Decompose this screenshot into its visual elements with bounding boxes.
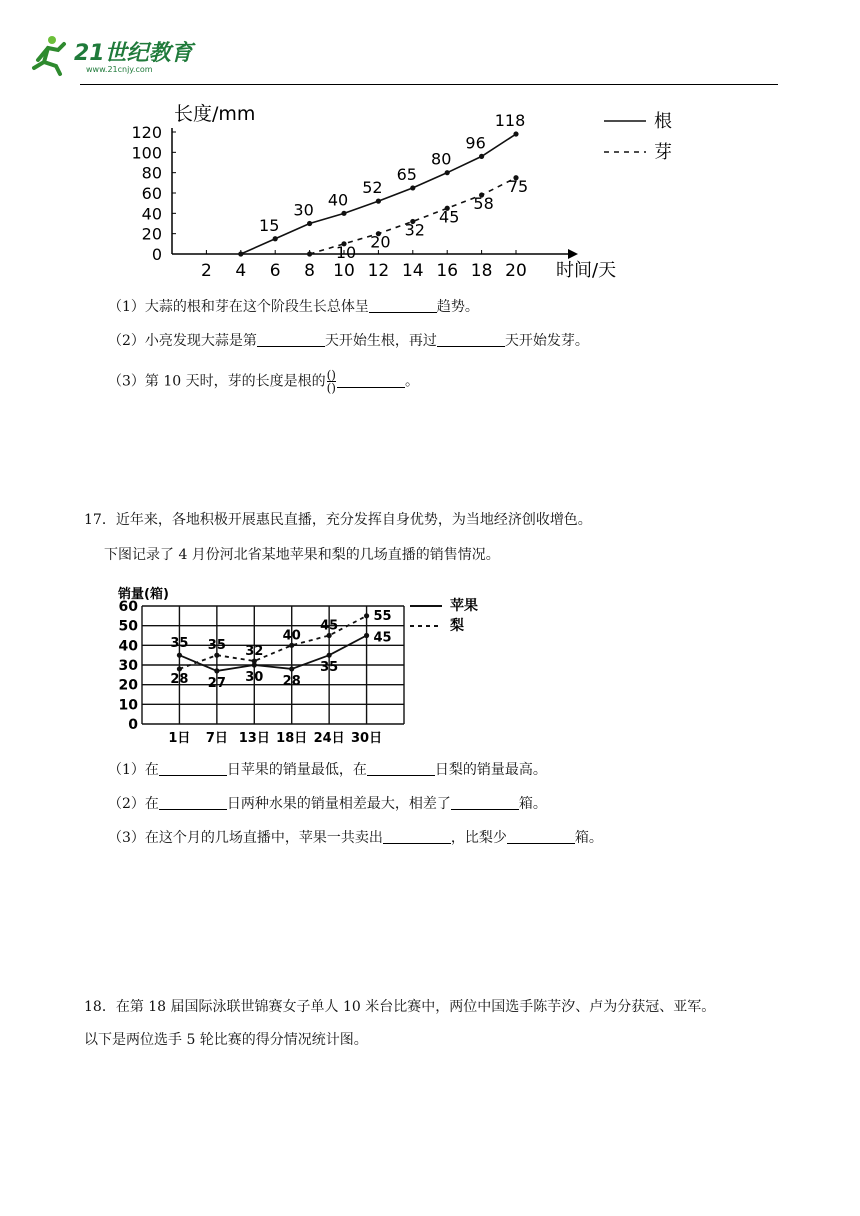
y-tick-label: 20	[118, 677, 138, 694]
data-label: 52	[362, 178, 383, 198]
q17-part3: （3）在这个月的几场直播中，苹果一共卖出 ，比梨少 箱。	[108, 830, 603, 846]
data-point	[364, 613, 369, 618]
y-tick-label: 120	[131, 123, 162, 142]
data-label: 45	[373, 630, 392, 646]
data-point	[177, 653, 182, 658]
x-tick-label: 6	[269, 261, 281, 281]
data-point	[289, 643, 294, 648]
y-axis-title: 销量(箱)	[118, 587, 169, 602]
growth-line-chart	[110, 98, 690, 286]
data-point	[252, 658, 257, 663]
x-tick-label: 14	[401, 261, 424, 281]
logo-url-text: www.21cnjy.com	[86, 65, 153, 74]
header-divider	[80, 84, 778, 85]
data-label: 20	[370, 232, 391, 252]
x-tick-label: 24日	[313, 731, 345, 746]
data-point	[376, 199, 381, 204]
q17-part2: （2）在 日两种水果的销量相差最大，相差了 箱。	[108, 796, 547, 812]
answer-blank[interactable]	[437, 332, 505, 347]
q17-title: 17．近年来，各地积极开展惠民直播，充分发挥自身优势，为当地经济创收增色。	[84, 512, 592, 528]
data-label: 80	[431, 149, 452, 169]
data-point	[410, 185, 415, 190]
q16-part1: （1）大蒜的根和芽在这个阶段生长总体呈 趋势。	[108, 299, 479, 315]
data-label: 96	[465, 133, 486, 153]
legend-label: 苹果	[450, 598, 478, 614]
x-tick-label: 18	[470, 261, 493, 281]
y-tick-label: 20	[141, 224, 162, 244]
data-label: 75	[507, 176, 529, 196]
answer-blank[interactable]	[507, 829, 575, 844]
data-point	[307, 251, 312, 256]
data-point	[341, 211, 346, 216]
data-point	[479, 154, 484, 159]
data-point	[327, 633, 332, 638]
data-label: 40	[282, 628, 301, 644]
answer-blank[interactable]	[337, 373, 405, 388]
q16-part2: （2）小亮发现大蒜是第 天开始生根，再过 天开始发芽。	[108, 333, 589, 349]
data-label: 30	[245, 670, 264, 685]
x-tick-label: 1日	[168, 731, 191, 746]
data-label: 58	[473, 194, 494, 214]
legend-label: 芽	[654, 142, 672, 163]
q17-part1: （1）在 日苹果的销量最低，在 日梨的销量最高。	[108, 762, 547, 778]
answer-blank[interactable]	[159, 761, 227, 776]
data-label: 35	[320, 660, 339, 676]
data-point	[238, 251, 243, 256]
sales-line-chart	[112, 584, 512, 750]
x-tick-label: 16	[436, 261, 459, 281]
q18-title: 18．在第 18 届国际泳联世锦赛女子单人 10 米台比赛中，两位中国选手陈芋汐、卢为分获冠、亚军。	[84, 999, 716, 1015]
data-point	[177, 666, 182, 671]
y-tick-label: 60	[141, 184, 162, 203]
x-axis-title: 时间/天	[556, 260, 617, 281]
data-label: 32	[245, 644, 264, 660]
data-point	[289, 666, 294, 671]
y-tick-label: 80	[141, 163, 162, 183]
y-tick-label: 0	[128, 717, 138, 733]
data-label: 28	[170, 671, 189, 687]
data-point	[445, 170, 450, 175]
answer-blank[interactable]	[369, 298, 437, 313]
site-logo	[30, 30, 210, 80]
y-tick-label: 40	[141, 204, 162, 224]
data-label: 65	[396, 164, 417, 184]
x-tick-label: 8	[304, 261, 316, 281]
data-label: 40	[327, 190, 349, 210]
y-tick-label: 60	[118, 599, 138, 615]
answer-blank[interactable]	[367, 761, 435, 776]
y-axis-title: 长度/mm	[174, 103, 256, 125]
x-tick-label: 20	[505, 261, 527, 281]
x-tick-label: 10	[333, 261, 355, 281]
x-tick-label: 7日	[205, 731, 228, 746]
q17-intro: 下图记录了 4 月份河北省某地苹果和梨的几场直播的销售情况。	[104, 547, 500, 563]
answer-blank[interactable]	[451, 795, 519, 810]
data-label: 10	[335, 242, 357, 262]
data-label: 35	[170, 636, 189, 652]
data-point	[214, 668, 219, 673]
y-tick-label: 10	[118, 697, 138, 714]
x-tick-label: 2	[200, 261, 212, 281]
data-label: 45	[439, 207, 460, 227]
data-point	[364, 633, 369, 638]
data-point	[273, 236, 278, 241]
q18-intro: 以下是两位选手 5 轮比赛的得分情况统计图。	[84, 1032, 368, 1048]
runner-icon	[34, 36, 64, 74]
data-label: 55	[373, 608, 392, 624]
data-label: 28	[282, 673, 301, 689]
x-tick-label: 13日	[238, 731, 270, 746]
x-axis-arrow	[568, 249, 578, 259]
fraction-blank[interactable]: $\frac{()}{()}$	[326, 368, 336, 395]
logo-text: 21世纪教育	[74, 41, 193, 66]
y-tick-label: 0	[151, 245, 162, 264]
legend-label: 梨	[450, 618, 464, 634]
data-label: 15	[259, 215, 280, 235]
data-label: 45	[320, 618, 339, 634]
data-label: 35	[207, 638, 226, 654]
y-tick-label: 100	[131, 143, 162, 163]
y-tick-label: 40	[118, 638, 138, 655]
data-point	[513, 131, 518, 136]
data-point	[327, 653, 332, 658]
x-tick-label: 12	[367, 261, 390, 281]
data-label: 118	[494, 111, 526, 131]
q16-part3: （3）第 10 天时，芽的长度是根的 $\frac{()}{()}$ 。	[108, 368, 419, 395]
x-tick-label: 30日	[351, 731, 383, 746]
x-tick-label: 18日	[276, 731, 308, 746]
answer-blank[interactable]	[383, 829, 451, 844]
data-point	[214, 653, 219, 658]
answer-blank[interactable]	[257, 332, 325, 347]
y-tick-label: 30	[118, 658, 138, 674]
answer-blank[interactable]	[159, 795, 227, 810]
x-tick-label: 4	[235, 261, 247, 281]
y-tick-label: 50	[118, 618, 138, 635]
data-label: 27	[207, 675, 226, 691]
data-label: 30	[293, 200, 314, 220]
legend-label: 根	[654, 111, 672, 132]
data-point	[307, 221, 312, 226]
data-label: 32	[404, 220, 425, 240]
